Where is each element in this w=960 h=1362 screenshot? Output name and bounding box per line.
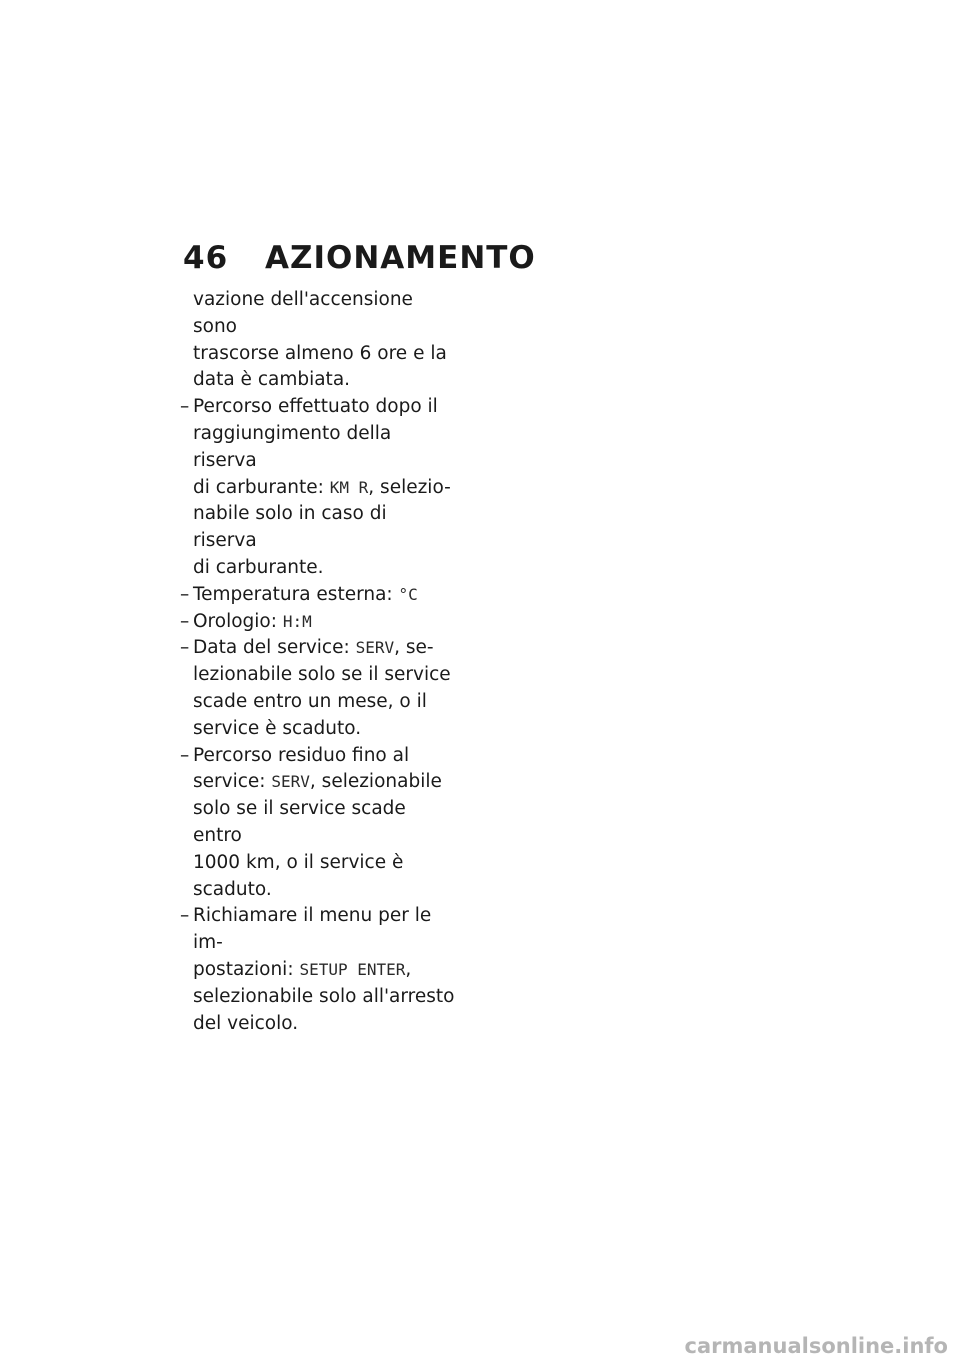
page-number: 46: [183, 240, 229, 276]
text-fragment: , selezionabile: [309, 771, 442, 793]
text-line: Percorso effettuato dopo il: [193, 396, 438, 418]
display-code: °C: [398, 584, 418, 604]
text-line: trascorse almeno 6 ore e la: [193, 342, 447, 364]
text-line: [193, 475, 455, 502]
text-line: Percorso residuo fino al: [193, 744, 410, 766]
text-line: scade entro un mese, o il: [193, 690, 427, 712]
dash-bullet: –: [180, 396, 190, 418]
text-line: nabile solo in caso di riserva: [193, 503, 387, 552]
dash-bullet: –: [180, 744, 190, 766]
text-line: service è scaduto.: [193, 717, 362, 739]
dash-bullet: –: [180, 637, 190, 659]
text-line: data è cambiata.: [193, 369, 351, 391]
dash-bullet: –: [180, 905, 190, 927]
display-options-list: [180, 287, 455, 1037]
text-line: [193, 957, 455, 984]
list-item: [180, 582, 455, 609]
display-code: SETUP ENTER: [299, 959, 406, 979]
text-fragment: Orologio:: [193, 610, 283, 632]
text-fragment: service:: [193, 771, 272, 793]
text-fragment: Temperatura esterna:: [193, 583, 399, 605]
text-line: [193, 769, 455, 796]
watermark: carmanualsonline.info: [684, 1334, 948, 1358]
list-item: [180, 394, 455, 582]
list-item: [180, 287, 455, 394]
text-line: lezionabile solo se il service: [193, 664, 451, 686]
dash-bullet: –: [180, 610, 190, 632]
text-line: di carburante.: [193, 556, 324, 578]
text-line: scaduto.: [193, 878, 272, 900]
section-title: AZIONAMENTO: [265, 240, 536, 276]
text-line: [193, 635, 455, 662]
text-line: vazione dell'accensione sono: [193, 289, 413, 337]
display-code: KM R: [329, 477, 369, 497]
text-line: [193, 582, 455, 609]
dash-bullet: –: [180, 583, 190, 605]
text-line: solo se il service scade entro: [193, 798, 406, 846]
text-fragment: postazioni:: [193, 958, 300, 980]
list-item: [180, 635, 455, 742]
text-line: selezionabile solo all'arresto: [193, 985, 455, 1007]
page-header: [183, 240, 536, 276]
text-fragment: Data del service:: [193, 637, 356, 659]
text-line: Richiamare il menu per le im-: [193, 905, 432, 954]
list-item: [180, 903, 455, 1037]
list-item: [180, 743, 455, 904]
text-fragment: , selezio-: [368, 476, 451, 498]
text-line: raggiungimento della riserva: [193, 422, 392, 471]
list-item: [180, 609, 455, 636]
text-fragment: , se-: [394, 637, 434, 659]
text-line: del veicolo.: [193, 1012, 299, 1034]
display-code: H:M: [282, 611, 312, 631]
display-code: SERV: [355, 638, 395, 658]
text-fragment: ,: [405, 958, 412, 980]
display-code: SERV: [271, 772, 310, 792]
text-line: [193, 609, 455, 636]
text-fragment: di carburante:: [193, 476, 330, 498]
text-line: 1000 km, o il service è: [193, 851, 404, 873]
